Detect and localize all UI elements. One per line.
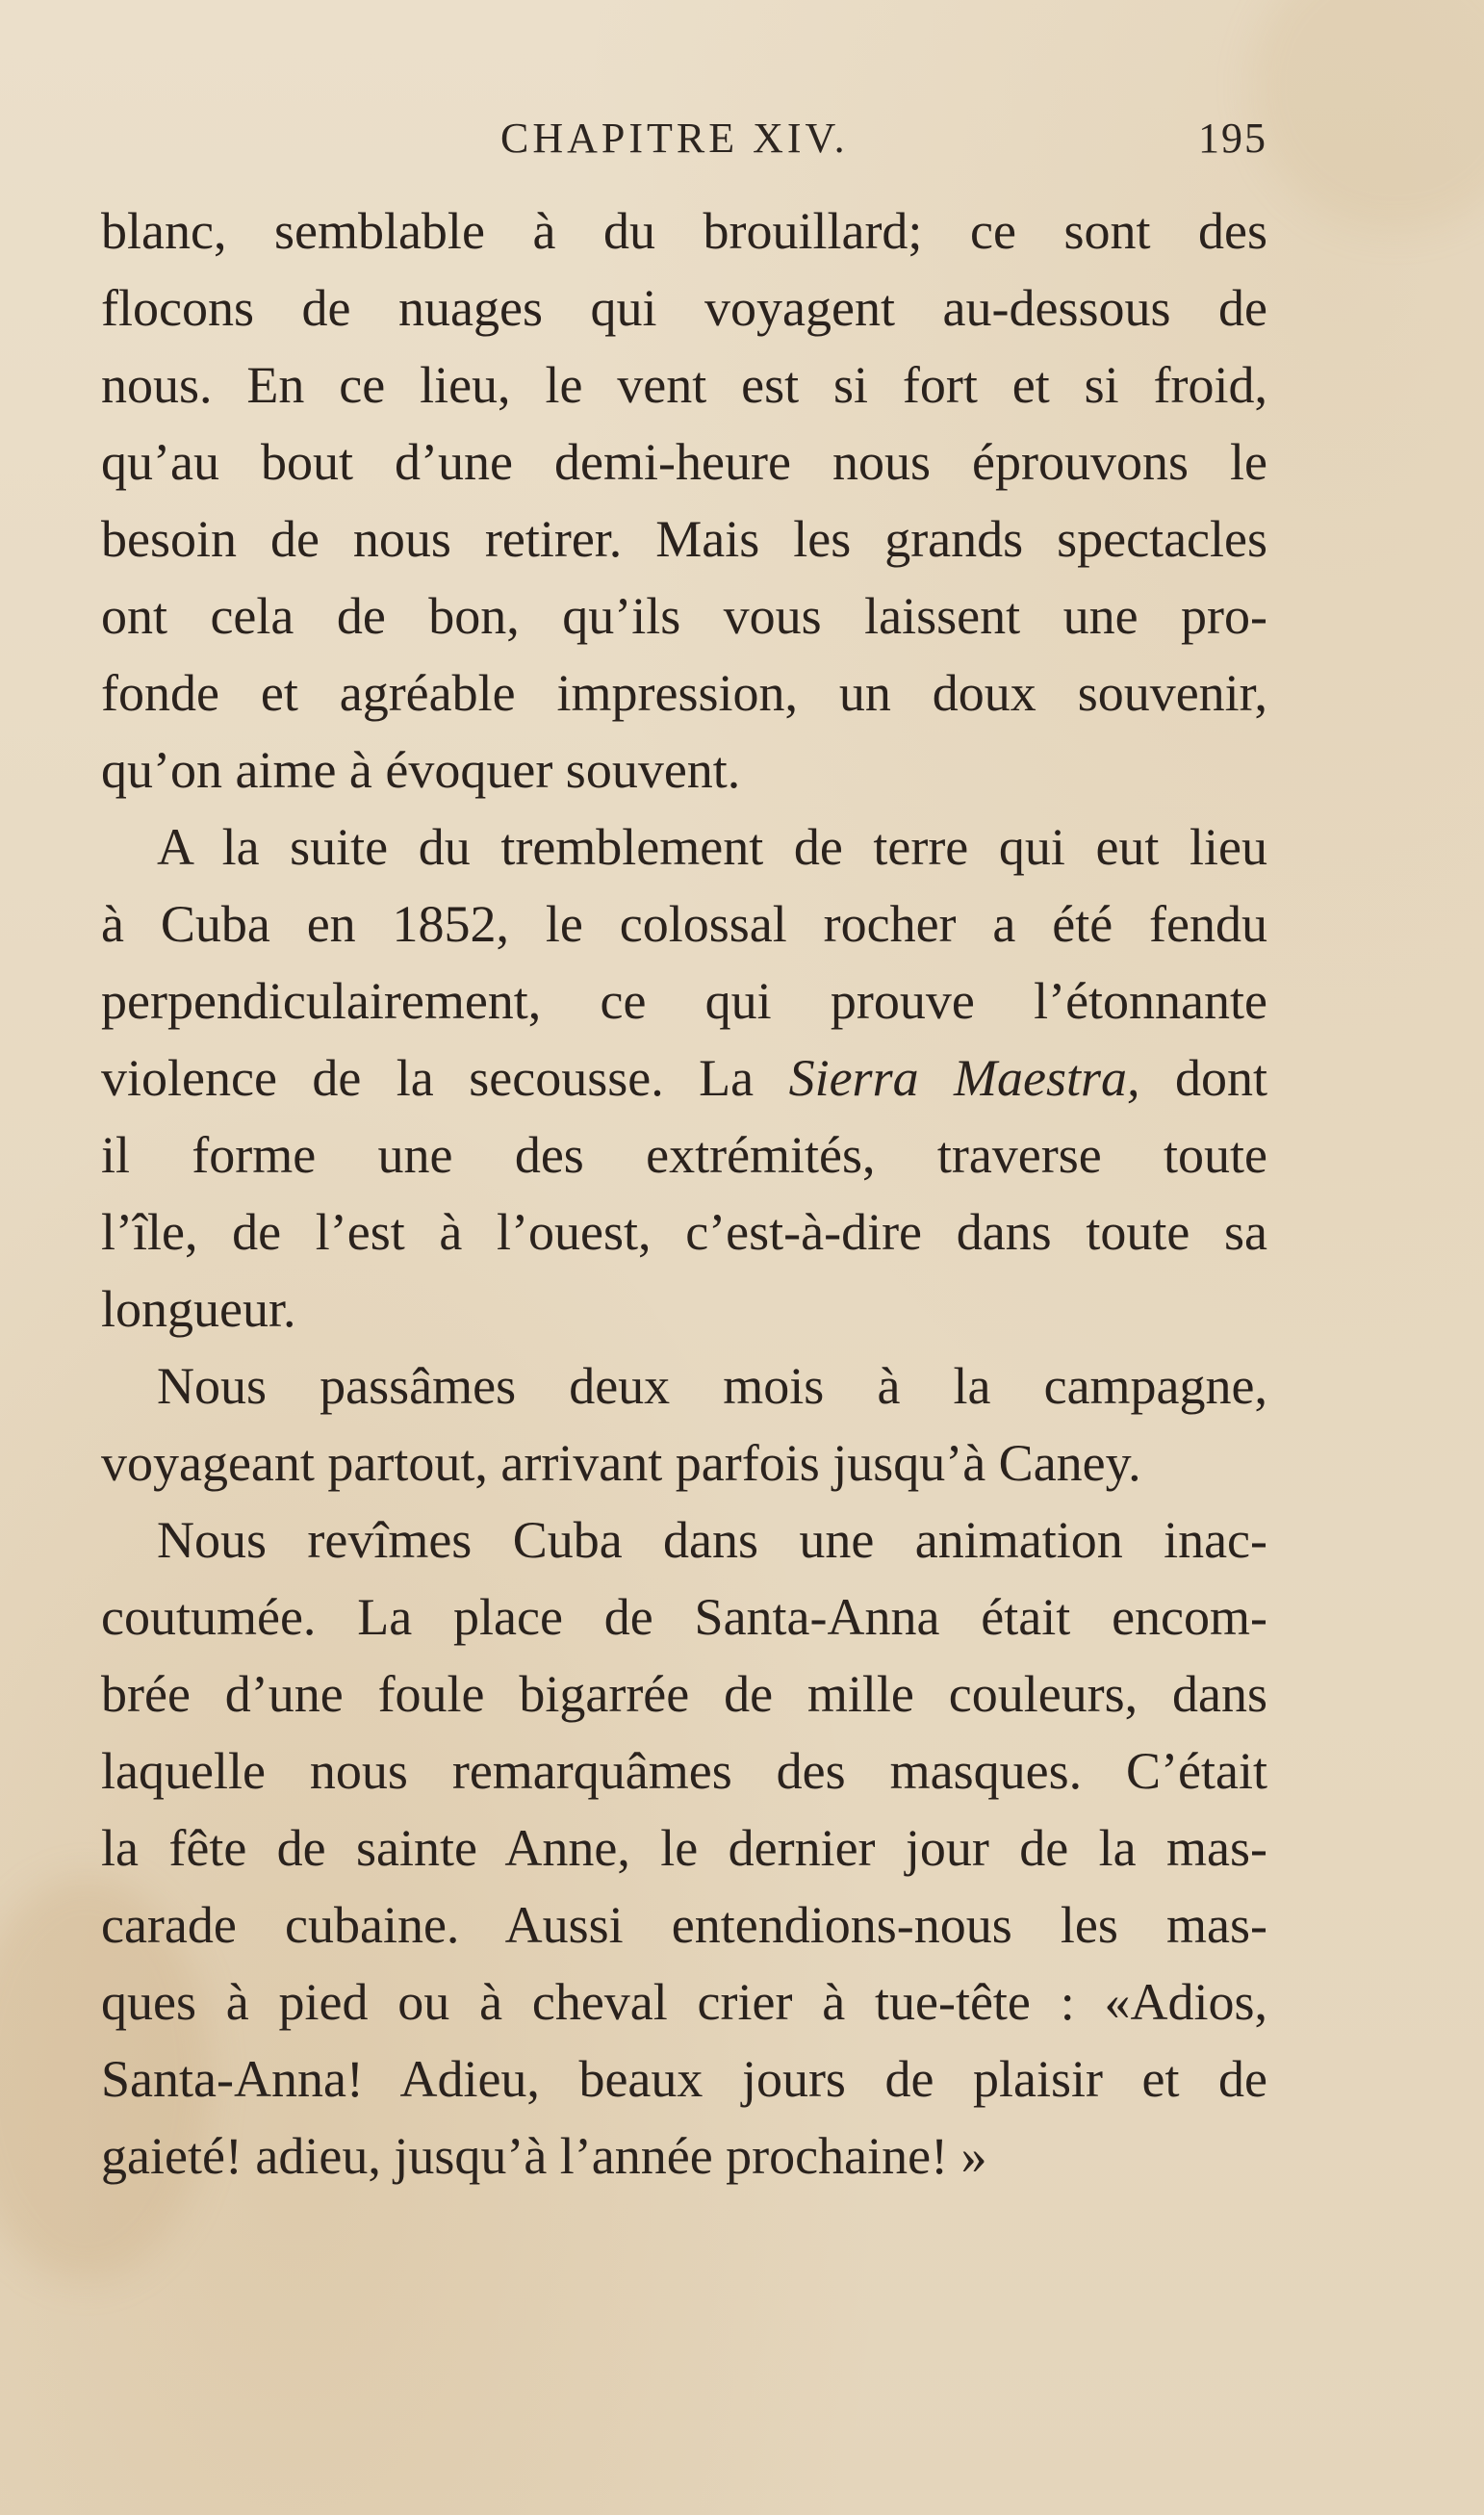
text-line: Nous revîmes Cuba dans une animation inac- — [157, 1511, 1267, 1569]
text-line: longueur. — [101, 1280, 296, 1338]
page-header — [101, 114, 1267, 181]
text-line: à Cuba en 1852, le colossal rocher a été fendu — [101, 895, 1267, 953]
text-line: qu’au bout d’une demi-heure nous éprouvons le — [101, 433, 1267, 491]
text-line: ques à pied ou à cheval crier à tue-tête : «Adios, — [101, 1973, 1267, 2031]
text-line: brée d’une foule bigarrée de mille couleurs, dans — [101, 1665, 1267, 1723]
text-line: fonde et agréable impression, un doux souvenir, — [101, 664, 1267, 722]
text-line: perpendiculairement, ce qui prouve l’étonnante — [101, 972, 1267, 1030]
text-line: laquelle nous remarquâmes des masques. C’était — [101, 1742, 1267, 1800]
running-title: CHAPITRE XIV. — [500, 115, 849, 162]
text-line: blanc, semblable à du brouillard; ce sont des — [101, 202, 1267, 260]
text-line: besoin de nous retirer. Mais les grands spectacles — [101, 510, 1267, 568]
text-segment: dont — [1139, 1049, 1267, 1107]
text-line: l’île, de l’est à l’ouest, c’est-à-dire dans toute sa — [101, 1203, 1267, 1261]
text-line: Santa-Anna! Adieu, beaux jours de plaisir et de — [101, 2050, 1267, 2108]
text-line: A la suite du tremblement de terre qui eut lieu — [157, 818, 1267, 876]
text-line: la fête de sainte Anne, le dernier jour de la mas- — [101, 1819, 1267, 1877]
text-line: coutumée. La place de Santa-Anna était encom- — [101, 1588, 1267, 1646]
italic-place-name: Sierra Maestra, — [788, 1049, 1140, 1107]
text-line: voyageant partout, arrivant parfois jusqu’à Caney. — [101, 1434, 1141, 1492]
text-line: flocons de nuages qui voyagent au-dessous de — [101, 279, 1267, 337]
text-line: carade cubaine. Aussi entendions-nous les mas- — [101, 1896, 1267, 1954]
text-line: nous. En ce lieu, le vent est si fort et si froid, — [101, 356, 1267, 414]
text-segment: violence de la secousse. La — [101, 1049, 789, 1107]
paper-stain — [1251, 0, 1484, 231]
text-line: il forme une des extrémités, traverse toute — [101, 1126, 1267, 1184]
text-line — [101, 1039, 1267, 1116]
page-number: 195 — [1198, 115, 1267, 162]
text-line: gaieté! adieu, jusqu’à l’année prochaine! » — [101, 2127, 987, 2185]
body-text — [101, 192, 1267, 2194]
text-line: Nous passâmes deux mois à la campagne, — [157, 1357, 1267, 1415]
text-line: qu’on aime à évoquer souvent. — [101, 741, 741, 799]
text-line: ont cela de bon, qu’ils vous laissent une pro- — [101, 587, 1267, 645]
